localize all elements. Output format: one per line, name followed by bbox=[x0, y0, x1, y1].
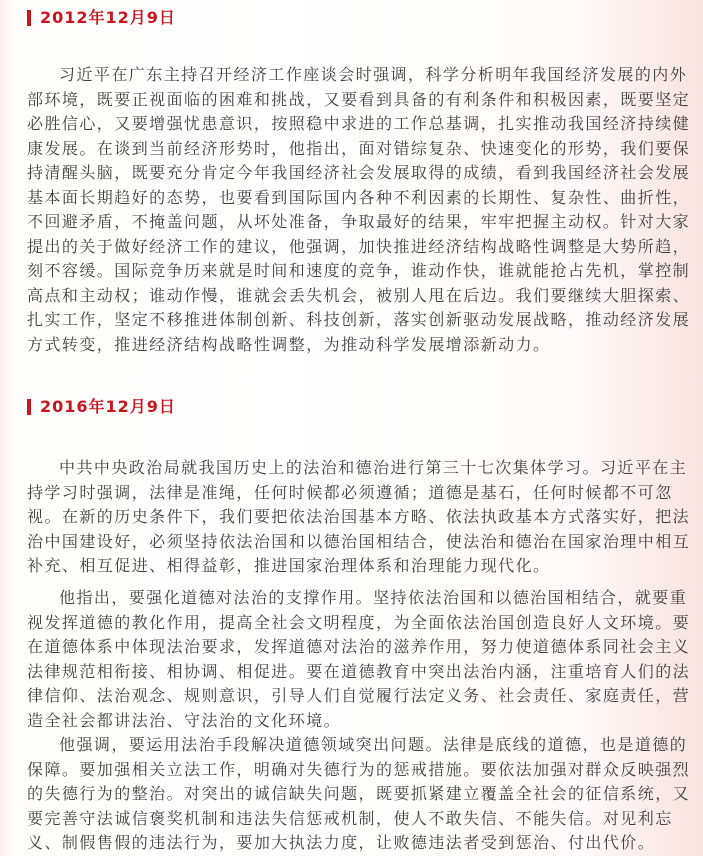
text-line: 基本面长期趋好的态势，也要看到国际国内各种不利因素的长期性、复杂性、曲折性， bbox=[27, 187, 691, 207]
text-line: 不回避矛盾，不掩盖问题，从坏处准备，争取最好的结果，牢牢把握主动权。针对大家 bbox=[27, 212, 691, 231]
heading-accent-bar bbox=[27, 399, 31, 415]
text-line: 治中国建设好，必须坚持依法治国和以德治国相结合，使法治和德治在国家治理中相互 bbox=[27, 531, 691, 551]
text-line: 必胜信心，又要增强忧患意识，按照稳中求进的工作总基调，扎实推动我国经济持续健 bbox=[27, 114, 691, 133]
text-line: 高点和主动权；谁动作慢，谁就会丢失机会，被别人甩在后边。我们要继续大胆探索、 bbox=[27, 285, 691, 305]
section-heading-2012 bbox=[27, 8, 176, 28]
text-line: 他指出，要强化道德对法治的支撑作用。坚持依法治国和以德治国相结合，就要重 bbox=[59, 588, 688, 607]
text-line: 视发挥道德的教化作用，提高全社会文明程度，为全面依法治国创造良好人文环境。要 bbox=[27, 612, 691, 632]
paragraph-moral-support bbox=[27, 586, 699, 733]
text-line: 康发展。在谈到当前经济形势时，他指出，面对错综复杂、快速变化的形势，我们要保 bbox=[27, 138, 691, 158]
text-line: 法律规范相衔接、相协调、相促进。要在道德教育中突出法治内涵，注重培育人们的法 bbox=[27, 661, 691, 681]
text-line: 提出的关于做好经济工作的建议，他强调，加快推进经济结构战略性调整是大势所趋， bbox=[27, 236, 691, 256]
text-line: 习近平在广东主持召开经济工作座谈会时强调，科学分析明年我国经济发展的内外 bbox=[59, 65, 688, 84]
text-line: 补充、相互促进、相得益彰，推进国家治理体系和治理能力现代化。 bbox=[27, 556, 551, 575]
text-line: 保障。要加强相关立法工作，明确对失德行为的惩戒措施。要依法加强对群众反映强烈 bbox=[27, 759, 691, 779]
text-line: 的失德行为的整治。对突出的诚信缺失问题，既要抓紧建立覆盖全社会的征信系统，又 bbox=[27, 784, 691, 803]
paragraph-legal-means bbox=[27, 733, 699, 856]
text-line: 他强调，要运用法治手段解决道德领域突出问题。法律是底线的道德，也是道德的 bbox=[59, 735, 688, 754]
section-date: 2016年12月9日 bbox=[40, 397, 176, 416]
text-line: 刻不容缓。国际竞争历来就是时间和速度的竞争，谁动作快，谁就能抢占先机，掌控制 bbox=[27, 261, 691, 280]
paragraph-economic-work bbox=[27, 63, 699, 357]
text-line: 在道德体系中体现法治要求，发挥道德对法治的滋养作用，努力使道德体系同社会主义 bbox=[27, 637, 691, 656]
section-date: 2012年12月9日 bbox=[40, 8, 176, 27]
text-line: 扎实工作，坚定不移推进体制创新、科技创新，落实创新驱动发展战略，推动经济发展 bbox=[27, 310, 691, 329]
text-line: 中共中央政治局就我国历史上的法治和德治进行第三十七次集体学习。习近平在主 bbox=[59, 458, 688, 477]
text-line: 持清醒头脑，既要充分肯定今年我国经济社会发展取得的成绩，看到我国经济社会发展 bbox=[27, 163, 691, 182]
text-line: 造全社会都讲法治、守法治的文化环境。 bbox=[27, 710, 342, 730]
text-line: 要完善守法诚信褒奖机制和违法失信惩戒机制，使人不敢失信、不能失信。对见利忘 bbox=[27, 808, 673, 828]
text-line: 持学习时强调，法律是准绳，任何时候都必须遵循；道德是基石，任何时候都不可忽 bbox=[27, 482, 673, 502]
text-line: 方式转变，推进经济结构战略性调整，为推动科学发展增添新动力。 bbox=[27, 334, 551, 354]
text-line: 部环境，既要正视面临的困难和挑战，又要看到具备的有利条件和积极因素，既要坚定 bbox=[27, 89, 691, 109]
text-line: 律信仰、法治观念、规则意识，引导人们自觉履行法定义务、社会责任、家庭责任，营 bbox=[27, 686, 691, 705]
paragraph-collective-study bbox=[27, 456, 699, 579]
text-line: 视。在新的历史条件下，我们要把依法治国基本方略、依法执政基本方式落实好，把法 bbox=[27, 507, 691, 526]
heading-accent-bar bbox=[27, 10, 31, 26]
text-line: 义、制假售假的违法行为，要加大执法力度，让败德违法者受到惩治、付出代价。 bbox=[27, 833, 656, 852]
section-heading-2016 bbox=[27, 397, 176, 417]
